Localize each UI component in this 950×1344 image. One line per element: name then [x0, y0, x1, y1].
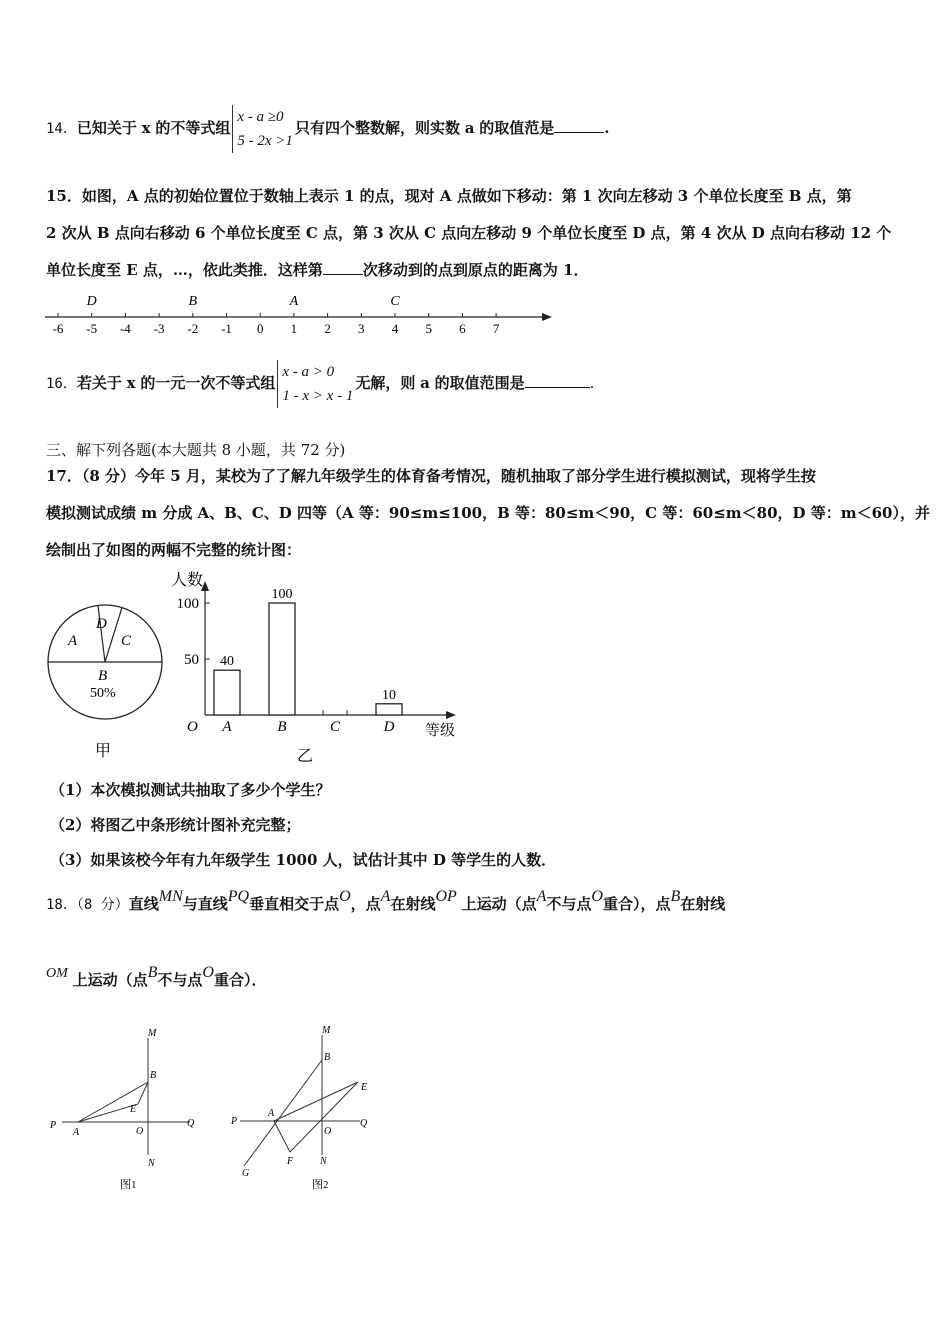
q17-sub1: （1）本次模拟测试共抽取了多少个学生？	[50, 781, 331, 799]
label-m: M	[148, 1028, 157, 1039]
label-n: N	[148, 1158, 155, 1169]
q14: 14．已知关于 x 的不等式组 x - a ≥0 5 - 2x >1 只有四个整数解，则实数 a 的取值范是 .	[46, 103, 610, 153]
segment-ab	[78, 1082, 148, 1122]
answer-blank[interactable]	[525, 373, 590, 388]
q14-inequality-system: x - a ≥0 5 - 2x >1	[232, 105, 293, 153]
segment-ae	[274, 1082, 358, 1121]
q18-line2: OM 上运动（点B不与点O重合）．	[46, 964, 267, 989]
number-line-tick-label: -5	[86, 321, 98, 336]
label-q: Q	[360, 1118, 368, 1129]
label-q: Q	[187, 1118, 195, 1129]
number-line	[40, 288, 560, 340]
number-line-tick-label: -1	[221, 321, 232, 336]
q15-line1: 15．如图，A 点的初始位置位于数轴上表示 1 的点，现对 A 点做如下移动：第 1 次向左移动 3 个单位长度至 B 点，第	[46, 187, 852, 205]
pie-caption: 甲	[95, 743, 112, 760]
number-line-tick-label: 6	[459, 321, 466, 336]
bar-value-label: 10	[382, 687, 396, 703]
label-m: M	[322, 1025, 331, 1036]
number-line-arrow	[542, 313, 552, 321]
bar-a	[214, 670, 240, 715]
bar-value-label: 100	[271, 587, 293, 602]
number-line-tick-label: -3	[153, 321, 165, 336]
line-gb	[244, 1060, 322, 1166]
number-line-tick-label: -2	[187, 321, 199, 336]
number-line-point-label: D	[86, 294, 97, 309]
number-line-point-label: C	[390, 294, 400, 309]
q15-line2: 2 次从 B 点向右移动 6 个单位长度至 C 点，第 3 次从 C 点向左移动 9 个单位长度至 D 点，第 4 次从 D 点向右移动 12 个	[46, 224, 892, 242]
q16: 16．若关于 x 的一元一次不等式组 x - a > 0 1 - x > x - 1 无解，则 a 的取值范围是 .	[46, 354, 594, 412]
q17-line3: 绘制出了如图的两幅不完整的统计图：	[46, 541, 302, 559]
pie-label-d: D	[96, 616, 107, 632]
number-line-tick-label: 7	[492, 321, 500, 336]
answer-blank[interactable]	[323, 260, 363, 275]
section-heading: 三、解下列各题(本大题共 8 小题，共 72 分)	[46, 441, 346, 459]
label-a: A	[268, 1108, 275, 1119]
label-o: O	[324, 1126, 332, 1137]
label-n: N	[320, 1156, 327, 1167]
number-line-tick-label: -4	[119, 321, 131, 336]
figure-1-caption: 图1	[120, 1179, 137, 1191]
label-a: A	[73, 1127, 80, 1138]
figure-2-caption: 图2	[312, 1179, 329, 1191]
number-line-tick-label: -6	[52, 321, 64, 336]
q17-sub2: （2）将图乙中条形统计图补充完整；	[50, 816, 301, 834]
q17-sub3: （3）如果该校今年有九年级学生 1000 人，试估计其中 D 等学生的人数．	[50, 851, 557, 869]
q16-inequality-system: x - a > 0 1 - x > x - 1	[277, 360, 353, 408]
y-tick-label: 100	[176, 596, 199, 612]
label-o: O	[136, 1126, 144, 1137]
q17-line2: 模拟测试成绩 m 分成 A、B、C、D 四等（A 等：90≤m≤100，B 等：80≤m＜90，C 等：60≤m＜80，D 等：m＜60），并	[46, 504, 930, 522]
answer-blank[interactable]	[554, 118, 604, 133]
pie-chart	[40, 595, 175, 770]
number-line-point-label: A	[289, 294, 299, 309]
x-axis-label: 等级	[425, 723, 456, 739]
label-e: E	[361, 1082, 368, 1093]
label-p: P	[231, 1116, 238, 1127]
number-line-tick-label: 5	[425, 321, 432, 336]
segment-fe	[290, 1082, 358, 1152]
figure-2	[228, 1020, 388, 1200]
label-g: G	[242, 1168, 250, 1179]
segment-ae	[78, 1104, 138, 1122]
segment-af	[274, 1121, 290, 1152]
number-line-tick-label: 1	[290, 321, 298, 336]
bar-chart	[165, 565, 465, 770]
y-tick-label: 50	[184, 652, 199, 668]
label-p: P	[50, 1120, 57, 1131]
pie-label-b: B	[98, 668, 108, 684]
number-line-point-label: B	[188, 294, 198, 309]
label-e: E	[130, 1104, 137, 1115]
number-line-tick-label: 4	[391, 321, 399, 336]
x-tick-label: C	[329, 719, 341, 735]
number-line-tick-label: 2	[324, 321, 331, 336]
label-f: F	[287, 1156, 294, 1167]
pie-label-a: A	[68, 633, 78, 649]
q18-line1: 18．（8 分）直线MN与直线PQ垂直相交于点O，点A在射线OP 上运动（点A不与点O重合），点B在射线	[46, 888, 726, 913]
x-tick-label: D	[383, 719, 395, 735]
bar-caption: 乙	[297, 748, 314, 765]
pie-b-percent: 50%	[90, 686, 116, 701]
number-line-tick-label: 3	[358, 321, 365, 336]
origin-label: O	[187, 719, 198, 735]
x-axis-arrow	[446, 711, 456, 719]
q17-line1: 17．（8 分）今年 5 月，某校为了了解九年级学生的体育备考情况，随机抽取了部分学生进行模拟测试，现将学生按	[46, 467, 816, 485]
bar-value-label: 40	[220, 654, 234, 670]
bar-d	[376, 704, 402, 715]
figure-1	[40, 1020, 210, 1200]
number-line-tick-label: 0	[256, 321, 264, 336]
label-b: B	[150, 1070, 157, 1081]
bar-b	[269, 603, 295, 715]
q15-line3: 单位长度至 E 点，…，依此类推．这样第 次移动到的点到原点的距离为 1．	[46, 261, 589, 279]
y-axis-label: 人数	[171, 572, 204, 589]
x-tick-label: B	[277, 719, 287, 735]
pie-label-c: C	[121, 633, 132, 649]
label-b: B	[324, 1052, 331, 1063]
x-tick-label: A	[222, 719, 232, 735]
